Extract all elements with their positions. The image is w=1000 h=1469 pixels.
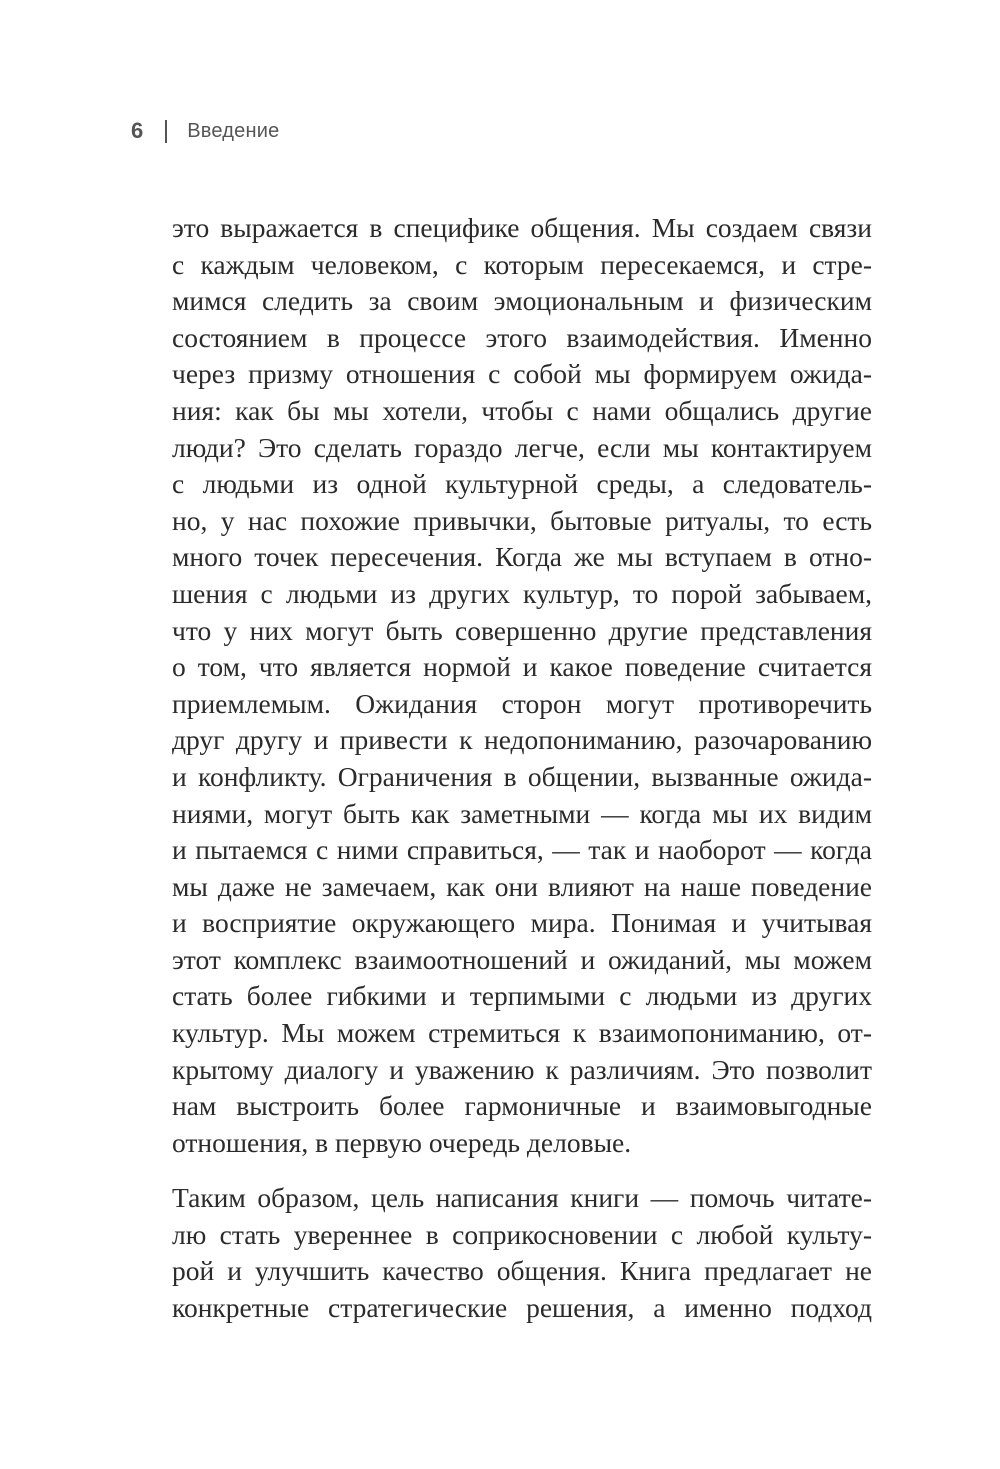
paragraph-2 [172,1180,872,1326]
text-line: ниями, могут быть как заметными — когда мы их видим [172,797,872,829]
text-line: о том, что является нормой и какое поведение считается [172,651,872,683]
text-line: культур. Мы можем стремиться к взаимопониманию, от- [172,1017,872,1049]
text-line: этот комплекс взаимоотношений и ожиданий, мы можем [172,943,872,975]
text-line: и пытаемся с ними справиться, — так и наоборот — когда [172,834,872,866]
text-line: и конфликту. Ограничения в общении, вызванные ожида- [172,760,872,792]
text-line: лю стать увереннее в соприкосновении с любой культу- [172,1218,872,1250]
text-line: люди? Это сделать гораздо легче, если мы контактируем [172,431,872,463]
text-line: ния: как бы мы хотели, чтобы с нами общались другие [172,394,872,426]
text-line: отношения, в первую очередь деловые. [172,1126,632,1158]
text-line: стать более гибкими и терпимыми с людьми из других [172,980,872,1012]
text-line: шения с людьми из других культур, то порой забываем, [172,577,872,609]
header-separator [165,120,167,143]
text-line: с каждым человеком, с которым пересекаемся, и стре- [172,248,872,280]
paragraph-1 [172,210,872,1161]
text-line: Таким образом, цель написания книги — помочь читате- [172,1182,872,1213]
text-line: состоянием в процессе этого взаимодействия. Именно [172,321,872,353]
text-line: и восприятие окружающего мира. Понимая и учитывая [172,907,872,939]
text-line: с людьми из одной культурной среды, а следователь- [172,468,872,500]
text-line: мы даже не замечаем, как они влияют на наше поведение [172,870,872,902]
text-line: что у них могут быть совершенно другие представления [172,614,872,646]
text-line: но, у нас похожие привычки, бытовые ритуалы, то есть [172,504,872,536]
text-line: рой и улучшить качество общения. Книга предлагает не [172,1255,872,1287]
text-line: конкретные стратегические решения, а именно подход [172,1291,872,1323]
text-line: крытому диалогу и уважению к различиям. Это позволит [172,1053,872,1085]
text-line: много точек пересечения. Когда же мы вступаем в отно- [172,541,872,573]
text-line: приемлемым. Ожидания сторон могут противоречить [172,687,872,719]
running-header [131,118,279,144]
text-line: мимся следить за своим эмоциональным и физическим [172,285,872,317]
page-number: 6 [131,118,144,143]
text-line: через призму отношения с собой мы формируем ожида- [172,358,872,390]
text-line: нам выстроить более гармоничные и взаимовыгодные [172,1090,872,1122]
text-line: друг другу и привести к недопониманию, разочарованию [172,724,872,756]
text-line: это выражается в специфике общения. Мы создаем связи [172,212,872,243]
section-title: Введение [187,119,280,142]
